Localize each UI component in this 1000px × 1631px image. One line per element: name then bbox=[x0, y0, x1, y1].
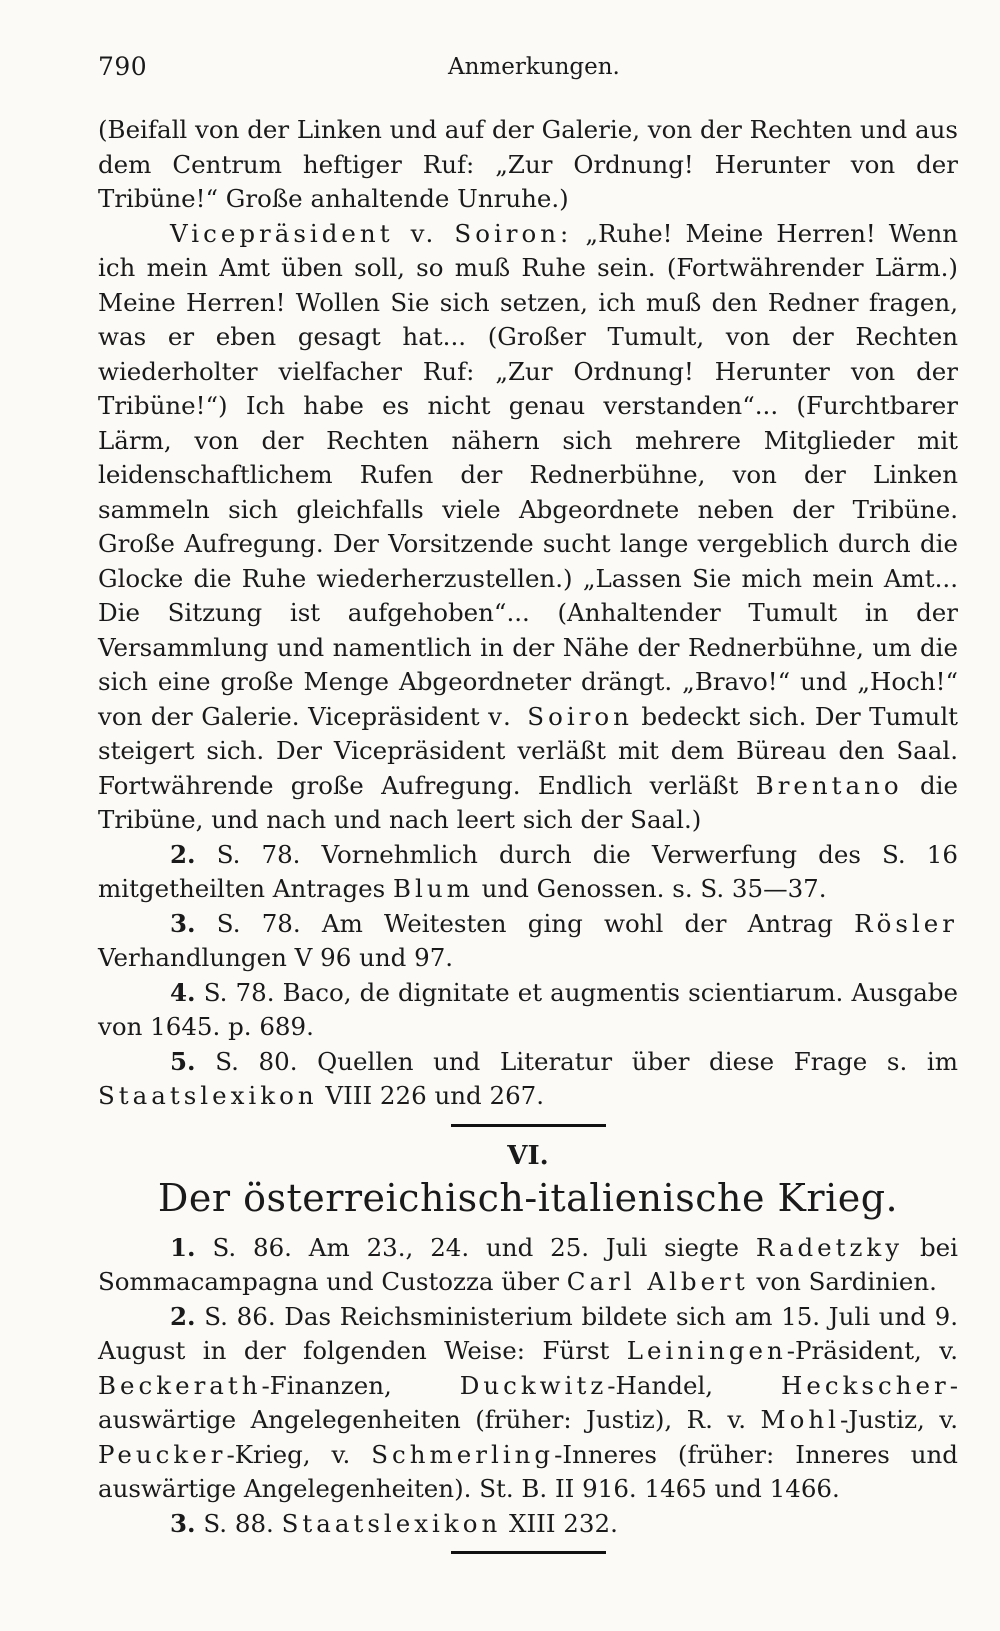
page-body bbox=[98, 113, 958, 1566]
footnote-number: 5. bbox=[170, 1046, 196, 1076]
footnote-number: 2. bbox=[170, 1301, 196, 1331]
footnote-entry bbox=[98, 907, 958, 976]
section-number: VI. bbox=[507, 1140, 549, 1171]
stage-direction-paragraph: (Beifall von der Linken und auf der Galerie, von der Rechten und aus dem Centrum heftiger Ruf: „Zur Ordnung! Herunter von der Tribüne!“ Große anhaltende Unruhe.) bbox=[98, 115, 958, 213]
speaker-name: Vicepräsident v. Soiron: bbox=[170, 218, 573, 248]
footnote-text: -Handel, bbox=[607, 1370, 781, 1400]
footnote-text: -Krieg, v. bbox=[226, 1439, 372, 1469]
spaced-name: Heckscher bbox=[781, 1370, 950, 1400]
footnote-text: S. 80. Quellen und Literatur über diese Frage s. im bbox=[215, 1046, 958, 1076]
footnotes-section-vi bbox=[98, 1231, 958, 1542]
footnote-text: bei Sommacampagna und Custozza über bbox=[98, 1232, 958, 1296]
footnote-number: 3. bbox=[170, 1508, 196, 1538]
spaced-name: Beckerath bbox=[98, 1370, 262, 1400]
speech-text-3: die Tribüne, und nach und nach leert sich der Saal.) bbox=[98, 770, 958, 834]
footnote-entry bbox=[98, 1045, 958, 1114]
footnote-number: 3. bbox=[170, 908, 196, 938]
spaced-name: Mohl bbox=[760, 1405, 840, 1434]
end-rule bbox=[451, 1551, 606, 1554]
spaced-name: Rösler bbox=[854, 908, 958, 938]
spaced-name: Peucker bbox=[98, 1439, 227, 1469]
footnote-text: und Genossen. s. S. 35—37. bbox=[473, 874, 827, 903]
section-divider-rule bbox=[451, 1124, 606, 1127]
footnote-text: S. 88. bbox=[203, 1508, 282, 1538]
spaced-name: Duckwitz bbox=[459, 1370, 608, 1400]
spaced-name: Staatslexikon bbox=[98, 1081, 318, 1110]
footnote-number: 4. bbox=[170, 977, 196, 1007]
spaced-name: Carl Albert bbox=[566, 1267, 749, 1296]
footnotes-section-v bbox=[98, 838, 958, 1114]
footnote-text: S. 78. Baco, de dignitate et augmentis scientiarum. Ausgabe von 1645. p. 689. bbox=[98, 977, 958, 1041]
footnote-text: S. 78. Am Weitesten ging wohl der Antrag bbox=[216, 908, 855, 938]
footnote-entry bbox=[98, 1507, 958, 1542]
page-header bbox=[98, 52, 958, 92]
footnote-text: -auswärtige Angelegenheiten (früher: Justiz), R. v. bbox=[98, 1370, 958, 1434]
spaced-name: Schmerling bbox=[371, 1439, 555, 1469]
footnote-text: Verhandlungen V 96 und 97. bbox=[98, 943, 454, 972]
footnote-entry bbox=[98, 1300, 958, 1507]
speaker-name-brentano: Brentano bbox=[755, 770, 903, 800]
spaced-name: Blum bbox=[392, 874, 474, 903]
footnote-entry bbox=[98, 976, 958, 1045]
footnote-text: S. 78. Vornehmlich durch die Verwerfung des S. 16 mitgetheilten Antrages bbox=[98, 839, 958, 903]
footnote-text: von Sardinien. bbox=[748, 1267, 937, 1296]
spaced-name: Radetzky bbox=[755, 1232, 904, 1262]
footnote-text: -Präsident, v. bbox=[786, 1336, 958, 1365]
footnote-number: 2. bbox=[170, 839, 196, 869]
footnote-number: 1. bbox=[170, 1232, 196, 1262]
spaced-name: Staatslexikon bbox=[281, 1508, 502, 1538]
footnote-text: -Inneres (früher: Inneres und auswärtige Angelegenheiten). St. B. II 916. 1465 und 1466. bbox=[98, 1439, 958, 1503]
footnote-text: -Justiz, v. bbox=[839, 1405, 959, 1434]
spaced-name: Leiningen bbox=[626, 1336, 787, 1365]
footnote-text: S. 86. Am 23., 24. und 25. Juli siegte bbox=[212, 1232, 756, 1262]
speech-text-2: bedeckt sich. Der Tumult steigert sich. Der Vicepräsident verläßt mit dem Büreau den Saal. Fortwährende große Aufregung. Endlich verläßt bbox=[98, 701, 958, 800]
footnote-text: VIII 226 und 267. bbox=[317, 1081, 545, 1110]
footnote-text: -Finanzen, bbox=[261, 1370, 460, 1400]
section-title: Der österreichisch-italienische Krieg. bbox=[157, 1175, 899, 1220]
footnote-entry bbox=[98, 1231, 958, 1300]
footnote-entry bbox=[98, 838, 958, 907]
page-number: 790 bbox=[98, 52, 148, 81]
footnote-text: S. 86. Das Reichsministerium bildete sich am 15. Juli und 9. August in der folgenden Weise: Fürst bbox=[98, 1301, 959, 1365]
footnote-text: XIII 232. bbox=[501, 1508, 618, 1538]
running-head: Anmerkungen. bbox=[448, 54, 620, 80]
speech-paragraph bbox=[98, 217, 958, 838]
speech-text-1: „Ruhe! Meine Herren! Wenn ich mein Amt üben soll, so muß Ruhe sein. (Fortwährender Lärm.) Meine Herren! Wollen Sie sich setzen, ich muß den Redner fragen, was er eben gesagt hat... (Großer Tumult, von der Rechten wiederholter vielfacher Ruf: „Zur Ordnung! Herunter von der Tribüne!“) Ich habe es nicht genau verstanden“... (Furchtbarer Lärm, von der Rechten nähern sich mehrere Mitglieder mit leidenschaftlichem Rufen der Rednerbühne, von der Linken sammeln sich gleichfalls viele Abgeordnete neben der Tribüne. Große Aufregung. Der Vorsitzende sucht lange vergeblich durch die Glocke die Ruhe wiederherzustellen.) „Lassen Sie mich mein Amt... Die Sitzung ist aufgehoben“... (Anhaltender Tumult in der Versammlung und namentlich in der Nähe der Rednerbühne, um die sich eine große Menge Abgeordneter drängt. „Bravo!“ und „Hoch!“ von der Galerie. Vicepräsident bbox=[98, 218, 959, 731]
speaker-name-soiron: v. Soiron bbox=[488, 701, 633, 731]
